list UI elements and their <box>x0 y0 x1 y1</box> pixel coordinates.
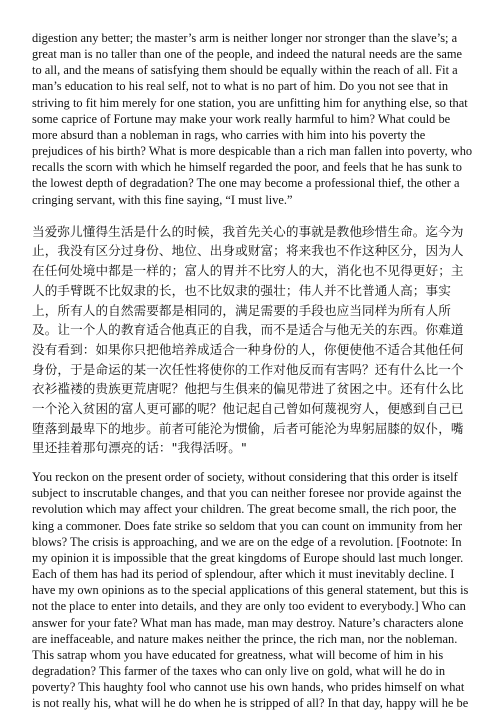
paragraph-english-2: You reckon on the present order of society, without considering that this order is itself subject to inscrutable changes, and that you can neither foresee nor provide against the revolution which may affect your children. The great become small, the rich poor, the king a commoner. Does fate strike so seldom that you can count on immunity from her blows? The crisis is approaching, and we are on the edge of a revolution. [Footnote: In my opinion it is impossible that the great kingdoms of Europe should last much longer. Each of them has had its period of splendour, after which it must inevitably decline. I have my own opinions as to the special applications of this general statement, but this is not the place to enter into details, and they are only too evident to everybody.] Who can answer for your fate? What man has made, man may destroy. Nature’s characters alone are ineffaceable, and nature makes neither the prince, the rich man, nor the nobleman. This satrap whom you have educated for greatness, what will become of him in his degradation? This farmer of the taxes who can only live on gold, what will he do in poverty? This haughty fool who cannot use his own hands, who prides himself on what is not really his, what will he do when he is stripped of all? In that day, happy will he be <box>32 470 469 711</box>
paragraph-english-1: digestion any better; the master’s arm is neither longer nor stronger than the slave’s; a great man is no taller than one of the people, and indeed the natural needs are the same to all, and the means of satisfying them should be equally within the reach of all. Fit a man’s education to his real self, not to what is no part of him. Do you not see that in striving to fit him merely for one station, you are unfitting him for anything else, so that some caprice of Fortune may make your work really harmful to him? What could be more absurd than a nobleman in rags, who carries with him into his poverty the prejudices of his birth? What is more despicable than a rich man fallen into poverty, who recalls the scorn with which he himself regarded the poor, and feels that he has sunk to the lowest depth of degradation? The one may become a professional thief, the other a cringing servant, with this fine saying, “I must live.” <box>32 31 473 207</box>
paragraph-chinese: 当爱弥儿懂得生活是什么的时候，我首先关心的事就是教他珍惜生命。迄今为止，我没有区分过身份、地位、出身或财富；将来我也不作这种区分，因为人在任何处境中都是一样的；富人的胃并不比穷人的大，消化也不见得更好；主人的手臂既不比奴隶的长，也不比奴隶的强壮；伟人并不比普通人高；事实上，所有人的自然需要都是相同的，满足需要的手段也应当同样为所有人所及。让一个人的教育适合他真正的自我，而不是适合与他无关的东西。你难道没有看到：如果你只把他培养成适合一种身份的人，你便使他不适合其他任何身份，于是命运的某一次任性将使你的工作对他反而有害吗？还有什么比一个衣衫褴褛的贵族更荒唐呢？他把与生俱来的偏见带进了贫困之中。还有什么比一个沦入贫困的富人更可鄙的呢？他记起自己曾如何蔑视穷人，便感到自己已堕落到最卑下的地步。前者可能沦为惯偷，后者可能沦为卑躬屈膝的奴仆，嘴里还挂着那句漂亮的话："我得活呀。" <box>32 223 464 456</box>
document-page <box>32 30 474 712</box>
